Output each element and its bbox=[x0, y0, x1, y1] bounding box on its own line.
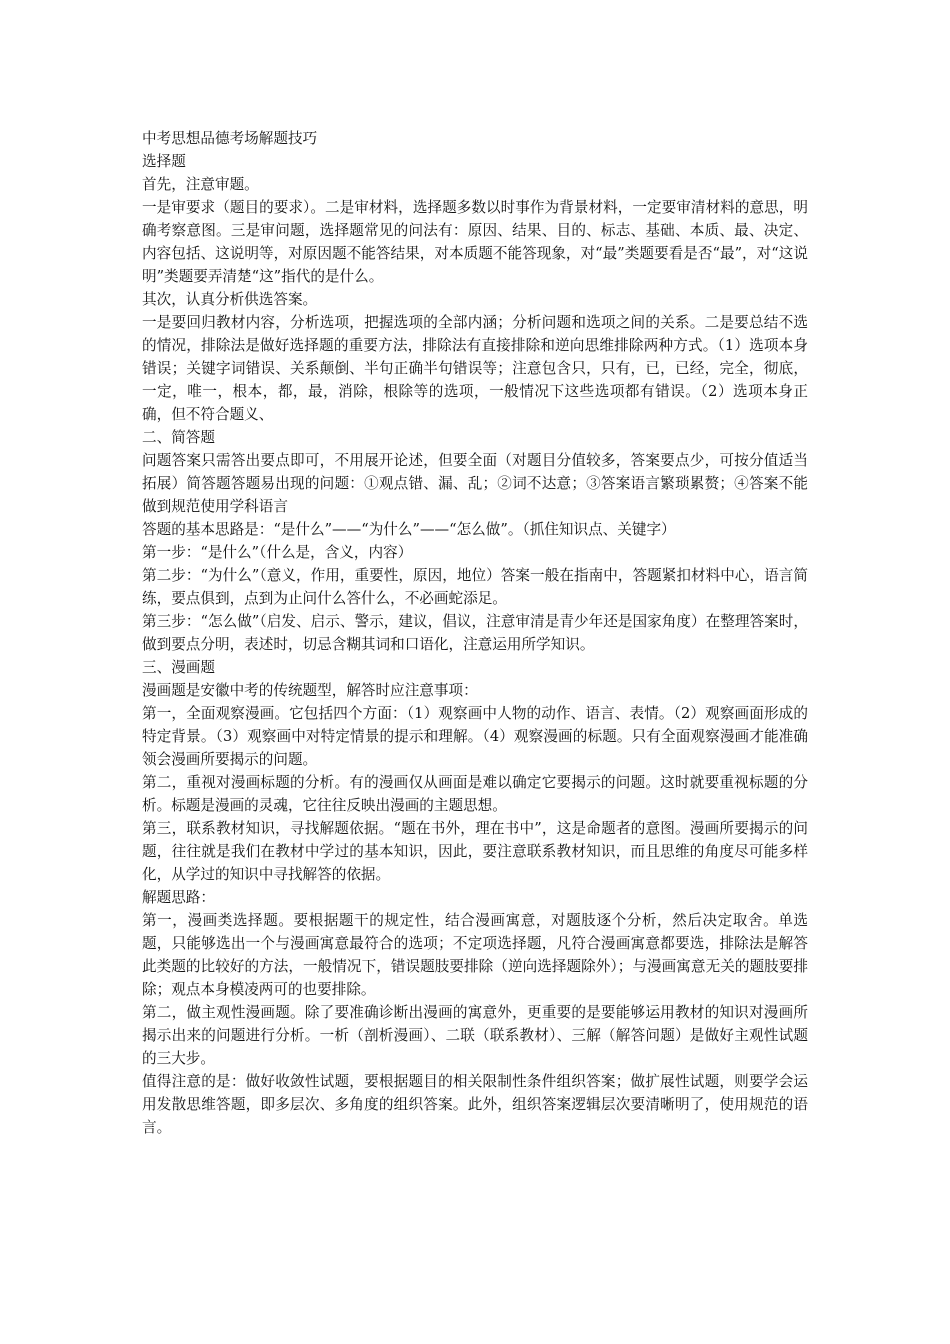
paragraph: 值得注意的是：做好收敛性试题，要根据题目的相关限制性条件组织答案；做扩展性试题，则要学会运用发散思维答题，即多层次、多角度的组织答案。此外，组织答案逻辑层次要清晰明了，使用规范的语言。 bbox=[142, 1073, 808, 1136]
paragraph: 第二，做主观性漫画题。除了要准确诊断出漫画的寓意外，更重要的是要能够运用教材的知识对漫画所揭示出来的问题进行分析。一析（剖析漫画）、二联（联系教材）、三解（解答问题）是做好主观性试题的三大步。 bbox=[142, 1004, 808, 1067]
paragraph: 首先，注意审题。 bbox=[142, 176, 259, 193]
paragraph: 第三步：“怎么做”（启发、启示、警示，建议，倡议，注意审清是青少年还是国家角度）在整理答案时，做到要点分明，表述时，切忌含糊其词和口语化，注意运用所学知识。 bbox=[142, 613, 808, 653]
paragraph: 答题的基本思路是：“是什么”——“为什么”——“怎么做”。（抓住知识点、关键字） bbox=[142, 521, 676, 538]
document-title: 中考思想品德考场解题技巧 bbox=[142, 130, 318, 147]
section-heading-short-answer: 二、简答题 bbox=[142, 429, 215, 446]
paragraph: 第二，重视对漫画标题的分析。有的漫画仅从画面是难以确定它要揭示的问题。这时就要重视标题的分析。标题是漫画的灵魂，它往往反映出漫画的主题思想。 bbox=[142, 774, 808, 814]
paragraph: 解题思路： bbox=[142, 889, 215, 906]
paragraph: 第一，全面观察漫画。它包括四个方面：（1）观察画中人物的动作、语言、表情。（2）观察画面形成的特定背景。（3）观察画中对特定情景的提示和理解。（4）观察漫画的标题。只有全面观察漫画才能准确领会漫画所要揭示的问题。 bbox=[142, 705, 808, 768]
section-heading-comic: 三、漫画题 bbox=[142, 659, 215, 676]
section-heading-choice: 选择题 bbox=[142, 153, 186, 170]
document-body bbox=[142, 127, 808, 1139]
paragraph: 第一，漫画类选择题。要根据题干的规定性，结合漫画寓意，对题肢逐个分析，然后决定取舍。单选题，只能够选出一个与漫画寓意最符合的选项；不定项选择题，凡符合漫画寓意都要选，排除法是解答此类题的比较好的方法，一般情况下，错误题肢要排除（逆向选择题除外）；与漫画寓意无关的题肢要排除；观点本身模凌两可的也要排除。 bbox=[142, 912, 808, 998]
paragraph: 其次，认真分析供选答案。 bbox=[142, 291, 318, 308]
paragraph: 第三，联系教材知识，寻找解题依据。“题在书外，理在书中”，这是命题者的意图。漫画所要揭示的问题，往往就是我们在教材中学过的基本知识，因此，要注意联系教材知识，而且思维的角度尽可能多样化，从学过的知识中寻找解答的依据。 bbox=[142, 820, 808, 883]
paragraph: 第一步：“是什么”（什么是，含义，内容） bbox=[142, 544, 413, 561]
paragraph: 漫画题是安徽中考的传统题型，解答时应注意事项： bbox=[142, 682, 478, 699]
paragraph: 一是审要求（题目的要求）。二是审材料，选择题多数以时事作为背景材料，一定要审清材料的意思，明确考察意图。三是审问题，选择题常见的问法有：原因、结果、目的、标志、基础、本质、最、决定、内容包括、这说明等，对原因题不能答结果，对本质题不能答现象，对“最”类题要看是否“最”，对“这说明”类题要弄清楚“这”指代的是什么。 bbox=[142, 199, 808, 285]
paragraph: 一是要回归教材内容，分析选项，把握选项的全部内涵；分析问题和选项之间的关系。二是要总结不选的情况，排除法是做好选择题的重要方法，排除法有直接排除和逆向思维排除两种方式。（1）选项本身错误；关键字词错误、关系颠倒、半句正确半句错误等；注意包含只，只有，已，已经，完全，彻底，一定，唯一，根本，都，最，消除，根除等的选项，一般情况下这些选项都有错误。（2）选项本身正确，但不符合题义、 bbox=[142, 314, 808, 423]
paragraph: 第二步：“为什么”（意义，作用，重要性，原因，地位）答案一般在指南中，答题紧扣材料中心，语言简练，要点俱到，点到为止问什么答什么，不必画蛇添足。 bbox=[142, 567, 808, 607]
paragraph: 问题答案只需答出要点即可，不用展开论述，但要全面（对题目分值较多，答案要点少，可按分值适当拓展）简答题答题易出现的问题：①观点错、漏、乱；②词不达意；③答案语言繁琐累赘；④答案不能做到规范使用学科语言 bbox=[142, 452, 808, 515]
